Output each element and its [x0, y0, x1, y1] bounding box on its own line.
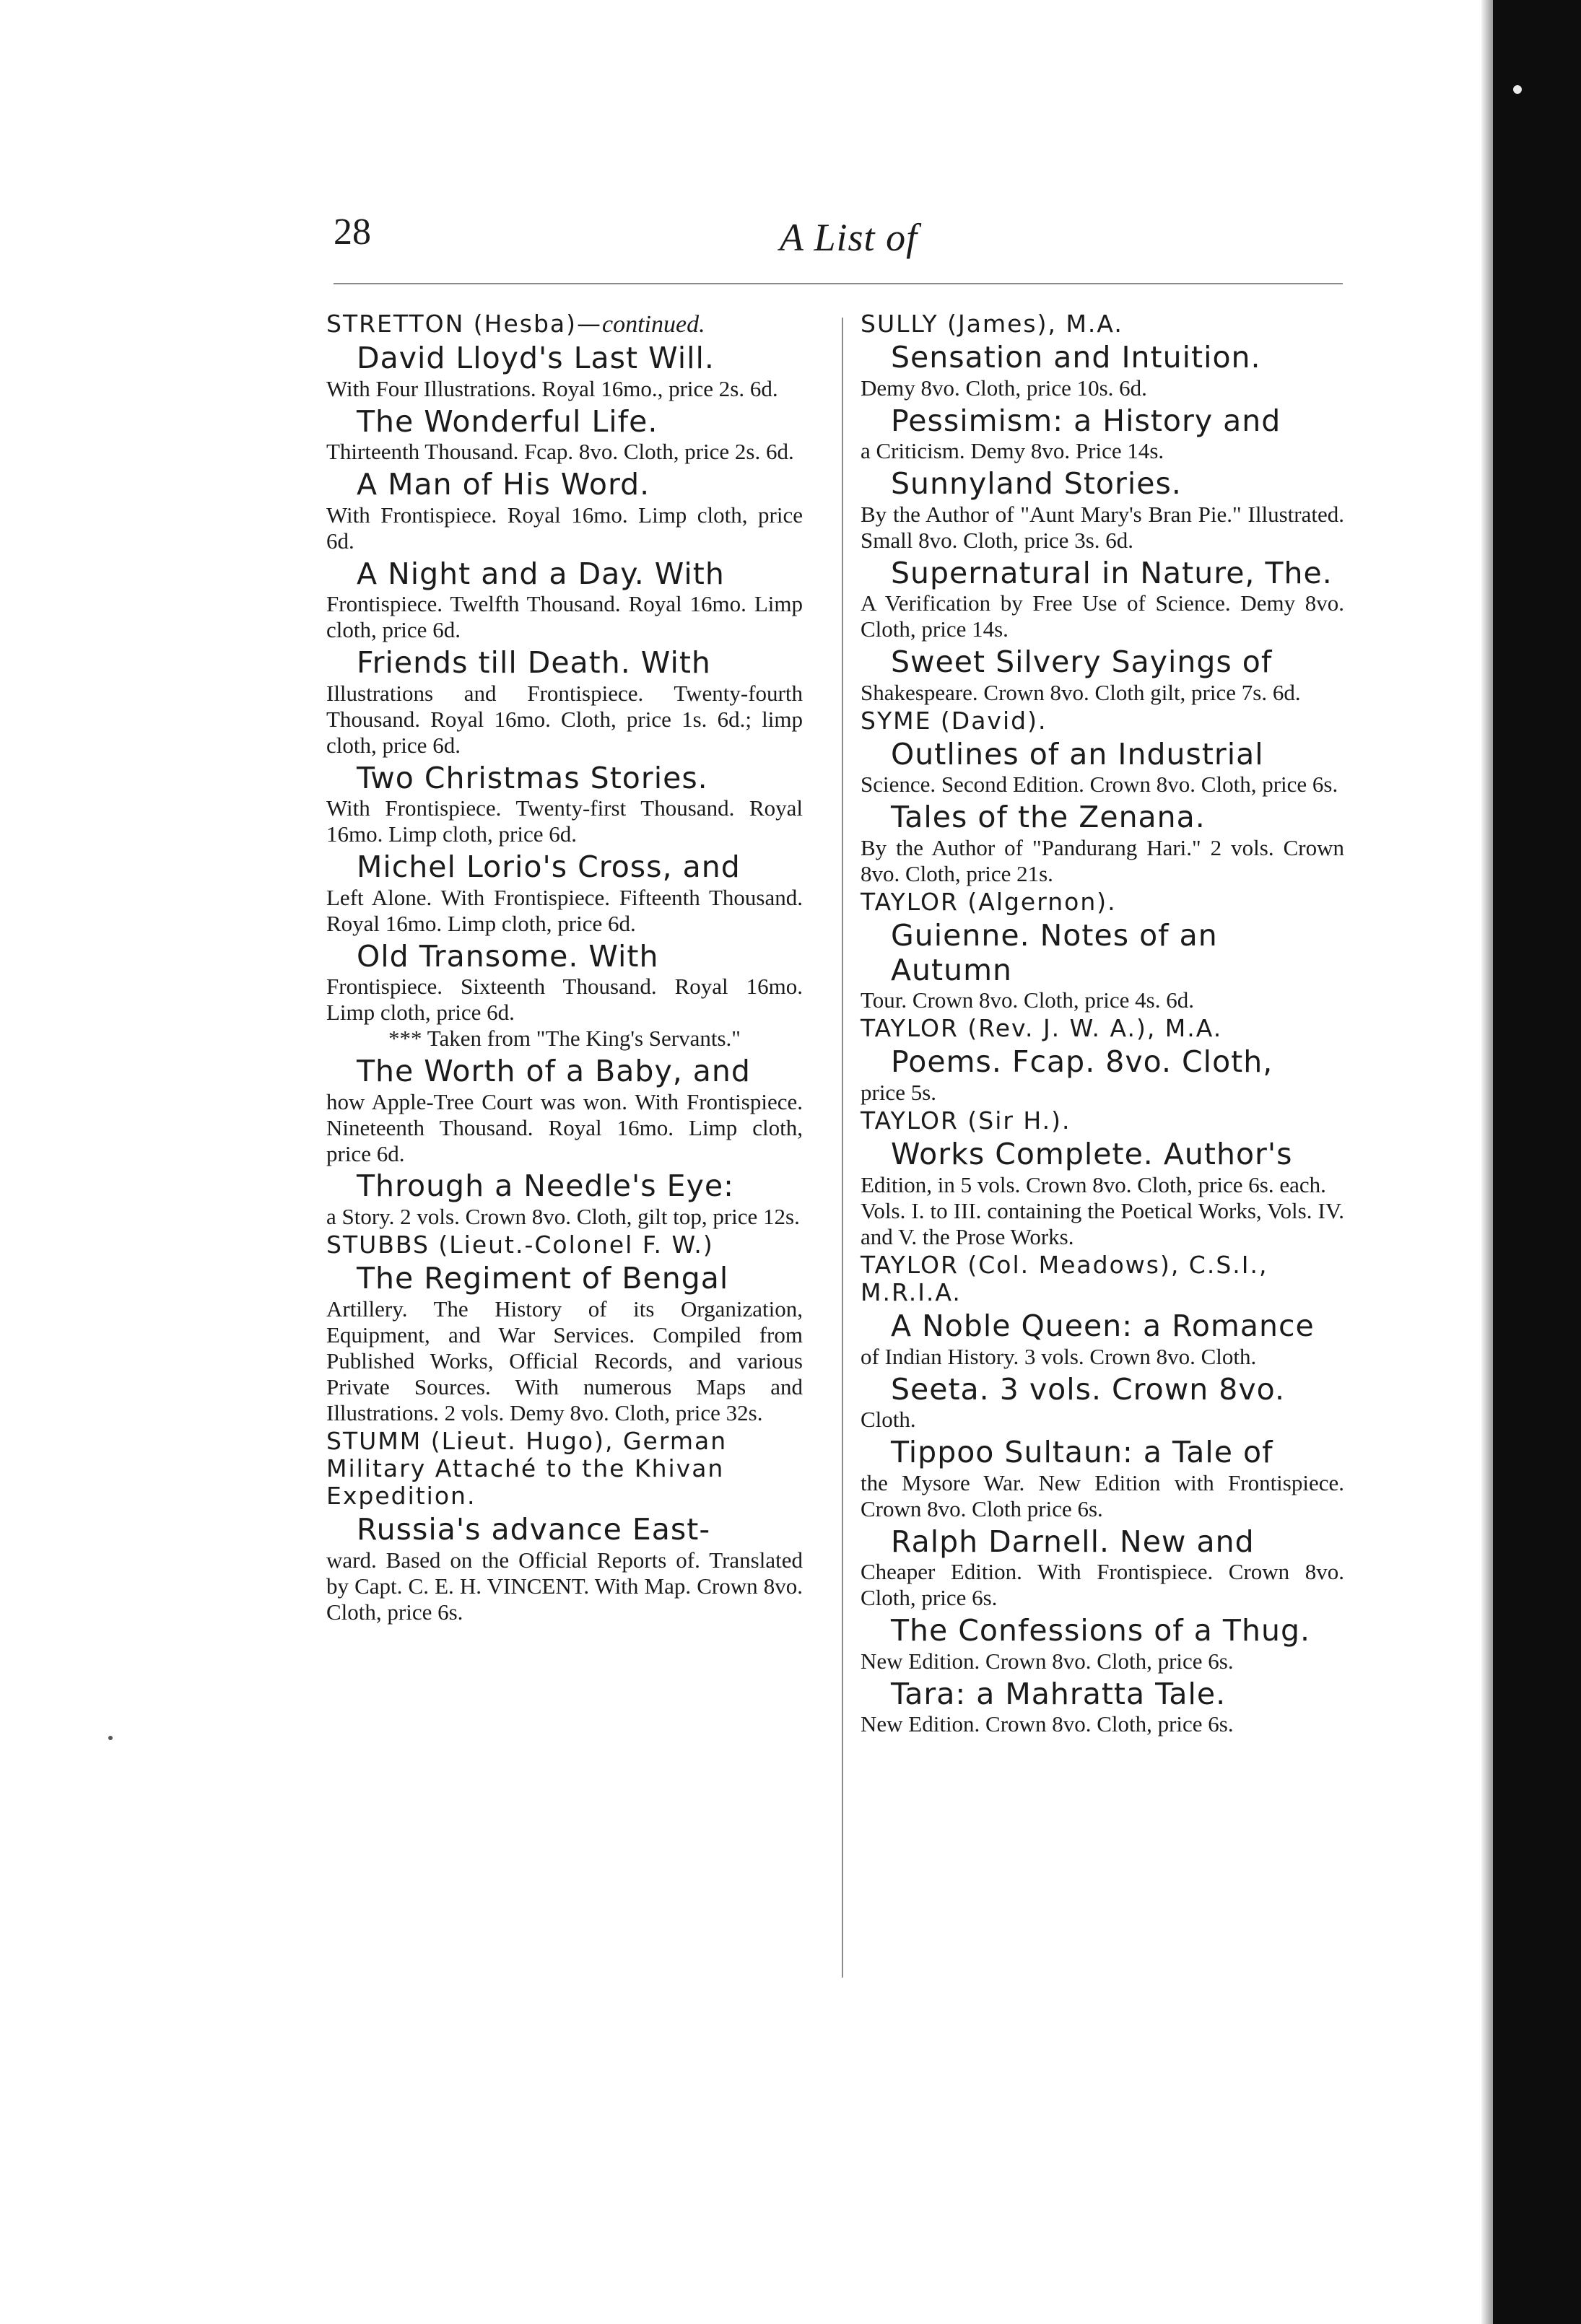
- book-title: Ralph Darnell. New and: [891, 1524, 1255, 1559]
- author-name: TAYLOR (Col. Meadows), C.S.I., M.R.I.A.: [861, 1250, 1268, 1306]
- book-title: Outlines of an Industrial: [891, 736, 1264, 772]
- author-heading: [861, 310, 1344, 338]
- author-heading: [326, 310, 803, 338]
- author-heading: [326, 1428, 803, 1511]
- book-title: Russia's advance East-: [357, 1512, 711, 1547]
- book-title: Tara: a Mahratta Tale.: [891, 1676, 1227, 1711]
- book-description: the Mysore War. New Edition with Frontispiece. Crown 8vo. Cloth price 6s.: [861, 1469, 1344, 1521]
- book-title: Supernatural in Nature, The.: [891, 555, 1333, 590]
- author-name: STUBBS (Lieut.-Colonel F. W.): [326, 1230, 714, 1259]
- book-title: Friends till Death. With: [357, 645, 711, 681]
- header-rule: [334, 283, 1343, 284]
- book-description: New Edition. Crown 8vo. Cloth, price 6s.: [861, 1648, 1234, 1674]
- book-description: Illustrations and Frontispiece. Twenty-fourth Thousand. Royal 16mo. Cloth, price 1s. 6d.; limp cloth, price 6d.: [326, 680, 803, 758]
- book-title: Tales of the Zenana.: [891, 800, 1206, 835]
- book-description: Left Alone. With Frontispiece. Fifteenth Thousand. Royal 16mo. Limp cloth, price 6d.: [326, 884, 803, 936]
- book-title: Two Christmas Stories.: [357, 760, 708, 795]
- book-title: The Wonderful Life.: [357, 403, 658, 439]
- author-heading: [326, 1231, 803, 1259]
- book-description: price 5s.: [861, 1080, 937, 1106]
- author-heading: [861, 1107, 1344, 1135]
- book-title: Sensation and Intuition.: [891, 340, 1261, 375]
- book-title: A Night and a Day. With: [357, 556, 725, 591]
- continued-label: continued.: [602, 311, 705, 338]
- book-description: By the Author of "Pandurang Hari." 2 vols. Crown 8vo. Cloth, price 21s.: [861, 834, 1344, 886]
- book-description: Cloth.: [861, 1407, 916, 1433]
- book-title: Through a Needle's Eye:: [357, 1168, 734, 1204]
- book-description: Tour. Crown 8vo. Cloth, price 4s. 6d.: [861, 987, 1194, 1013]
- scan-speck: [1513, 85, 1522, 94]
- page-number: 28: [334, 211, 371, 253]
- author-name: STUMM (Lieut. Hugo), German Military Attaché to the Khivan Expedition.: [326, 1426, 728, 1511]
- book-title: Sweet Silvery Sayings of: [891, 645, 1273, 680]
- author-name: TAYLOR (Rev. J. W. A.), M.A.: [861, 1014, 1223, 1043]
- author-heading: [861, 707, 1344, 735]
- book-title: Old Transome. With: [357, 938, 659, 974]
- right-column: [861, 309, 1344, 1737]
- book-description: Demy 8vo. Cloth, price 10s. 6d.: [861, 375, 1147, 401]
- book-title: Works Complete. Author's: [891, 1137, 1293, 1172]
- book-title: Tippoo Sultaun: a Tale of: [891, 1435, 1273, 1470]
- column-divider: [842, 318, 843, 1978]
- author-name: TAYLOR (Algernon).: [861, 887, 1117, 916]
- book-title: The Worth of a Baby, and: [357, 1054, 751, 1089]
- author-name: TAYLOR (Sir H.).: [861, 1106, 1071, 1135]
- margin-speck: [108, 1736, 113, 1740]
- book-description: Artillery. The History of its Organization, Equipment, and War Services. Compiled from Published Works, Official Records, and various Private Sources. With numerous Maps and Illustrations. 2 vols. Demy 8vo. Cloth, price 32s.: [326, 1296, 803, 1425]
- book-title: Guienne. Notes of an Autumn: [891, 918, 1218, 987]
- book-description: Cheaper Edition. With Frontispiece. Crown 8vo. Cloth, price 6s.: [861, 1559, 1344, 1611]
- book-title: The Confessions of a Thug.: [891, 1613, 1311, 1648]
- author-heading: [861, 1251, 1344, 1307]
- left-column: [326, 309, 803, 1625]
- book-description: Thirteenth Thousand. Fcap. 8vo. Cloth, price 2s. 6d.: [326, 439, 794, 465]
- author-heading: [861, 1015, 1344, 1042]
- book-title: A Noble Queen: a Romance: [891, 1309, 1315, 1344]
- book-description: By the Author of "Aunt Mary's Bran Pie." Illustrated. Small 8vo. Cloth, price 3s. 6d.: [861, 501, 1344, 553]
- author-name: SULLY (James), M.A.: [861, 310, 1123, 338]
- book-description: Frontispiece. Sixteenth Thousand. Royal 16mo. Limp cloth, price 6d.: [326, 974, 803, 1026]
- book-description: New Edition. Crown 8vo. Cloth, price 6s.: [861, 1711, 1234, 1737]
- book-description: A Verification by Free Use of Science. Demy 8vo. Cloth, price 14s.: [861, 590, 1344, 642]
- book-description: a Story. 2 vols. Crown 8vo. Cloth, gilt top, price 12s.: [326, 1204, 800, 1230]
- book-description: With Frontispiece. Twenty-first Thousand. Royal 16mo. Limp cloth, price 6d.: [326, 795, 803, 847]
- book-title: Poems. Fcap. 8vo. Cloth,: [891, 1044, 1273, 1080]
- book-description: Edition, in 5 vols. Crown 8vo. Cloth, price 6s. each.: [861, 1171, 1326, 1197]
- book-title: The Regiment of Bengal: [357, 1261, 729, 1296]
- author-name: STRETTON (Hesba)—: [326, 310, 602, 338]
- book-title: Sunnyland Stories.: [891, 466, 1182, 502]
- book-description: of Indian History. 3 vols. Crown 8vo. Cloth.: [861, 1343, 1257, 1369]
- book-description: a Criticism. Demy 8vo. Price 14s.: [861, 438, 1164, 464]
- page-edge-shadow: [1481, 0, 1493, 2324]
- editorial-note: *** Taken from "The King's Servants.": [388, 1026, 741, 1052]
- book-title: David Lloyd's Last Will.: [357, 341, 715, 376]
- author-heading: [861, 888, 1344, 916]
- book-description: Vols. I. to III. containing the Poetical Works, Vols. IV. and V. the Prose Works.: [861, 1197, 1344, 1249]
- book-description: With Frontispiece. Royal 16mo. Limp cloth, price 6d.: [326, 502, 803, 554]
- book-title: A Man of His Word.: [357, 467, 650, 502]
- book-description: Shakespeare. Crown 8vo. Cloth gilt, price 7s. 6d.: [861, 679, 1301, 705]
- author-name: SYME (David).: [861, 706, 1048, 735]
- running-head: A List of: [780, 216, 918, 259]
- book-description: With Four Illustrations. Royal 16mo., price 2s. 6d.: [326, 375, 778, 401]
- book-description: how Apple-Tree Court was won. With Frontispiece. Nineteenth Thousand. Royal 16mo. Limp cloth, price 6d.: [326, 1088, 803, 1166]
- book-title: Pessimism: a History and: [891, 403, 1281, 438]
- book-description: Frontispiece. Twelfth Thousand. Royal 16mo. Limp cloth, price 6d.: [326, 591, 803, 643]
- book-title: Seeta. 3 vols. Crown 8vo.: [891, 1371, 1285, 1407]
- book-title: Michel Lorio's Cross, and: [357, 849, 741, 885]
- book-description: ward. Based on the Official Reports of. Translated by Capt. C. E. H. VINCENT. With Map. Crown 8vo. Cloth, price 6s.: [326, 1547, 803, 1625]
- scan-background: [1493, 0, 1581, 2324]
- book-description: Science. Second Edition. Crown 8vo. Cloth, price 6s.: [861, 772, 1338, 798]
